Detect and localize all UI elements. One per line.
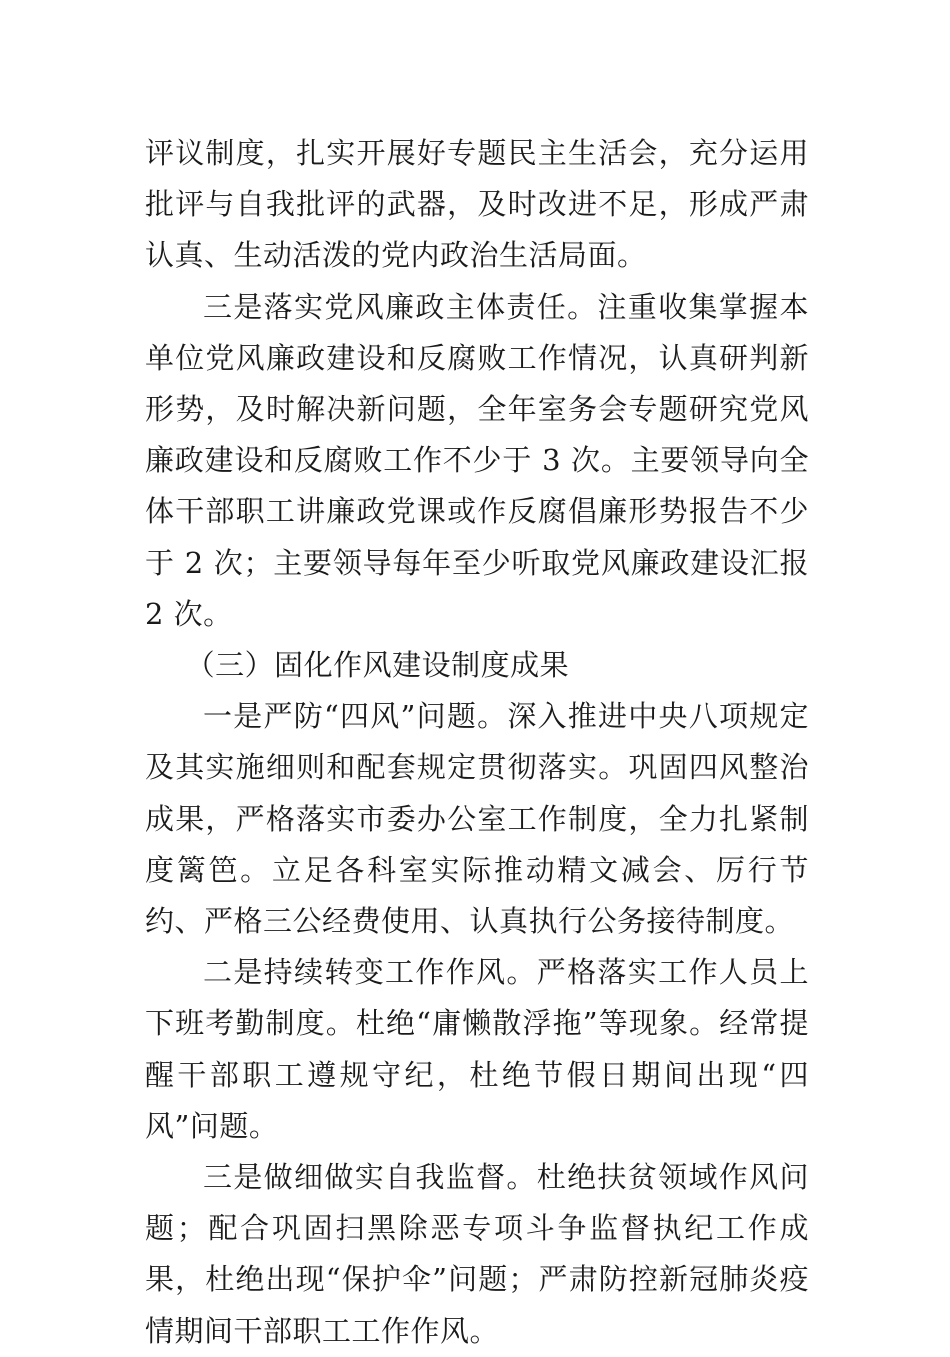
paragraph-party-responsibility: 三是落实党风廉政主体责任。注重收集掌握本单位党风廉政建设和反腐败工作情况，认真研判新形势，及时解决新问题，全年室务会专题研究党风廉政建设和反腐败工作不少于 3 次。主要领导向全体干部职工讲廉政党课或作反腐倡廉形势报告不少于 2 次；主要领导每年至少听取党风廉政建设汇报 2 次。 xyxy=(145,289,809,631)
paragraph-four-winds: 一是严防“四风”问题。深入推进中央八项规定及其实施细则和配套规定贯彻落实。巩固四风整治成果，严格落实市委办公室工作制度，全力扎紧制度篱笆。立足各科室实际推动精文减会、厉行节约、严格三公经费使用、认真执行公务接待制度。 xyxy=(145,699,809,939)
paragraph-continuation: 评议制度，扎实开展好专题民主生活会，充分运用批评与自我批评的武器，及时改进不足，形成严肃认真、生动活泼的党内政治生活局面。 xyxy=(145,136,809,273)
paragraph-work-style: 二是持续转变工作作风。严格落实工作人员上下班考勤制度。杜绝“庸懒散浮拖”等现象。经常提醒干部职工遵规守纪，杜绝节假日期间出现“四风”问题。 xyxy=(145,955,809,1143)
paragraph-self-supervision: 三是做细做实自我监督。杜绝扶贫领域作风问题；配合巩固扫黑除恶专项斗争监督执纪工作成果，杜绝出现“保护伞”问题；严肃防控新冠肺炎疫情期间干部职工工作作风。 xyxy=(145,1160,809,1348)
document-body xyxy=(145,128,809,1357)
section-heading: （三）固化作风建设制度成果 xyxy=(185,648,570,683)
